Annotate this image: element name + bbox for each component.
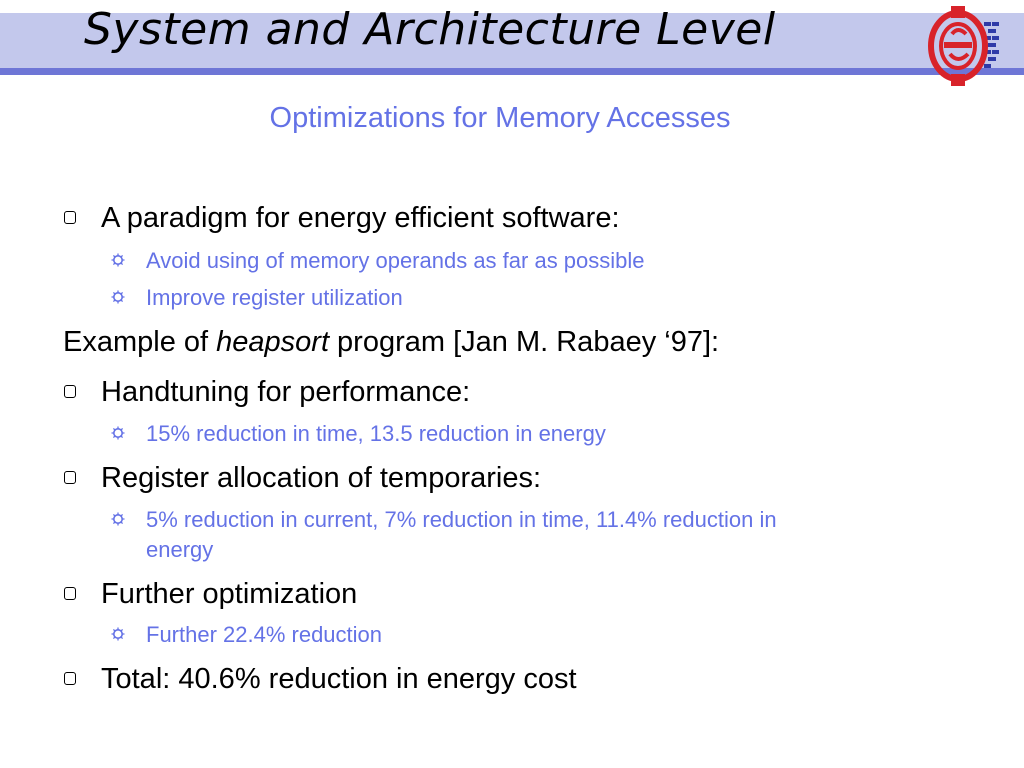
- gear-bullet-icon: [111, 426, 125, 440]
- square-bullet-icon: [64, 587, 76, 600]
- bullet-total: [101, 663, 577, 696]
- bullet-further-optimization: [101, 578, 357, 611]
- example-prefix: Example of: [63, 326, 217, 358]
- sub-bullet-register-utilization: [146, 283, 403, 313]
- gear-bullet-icon: [111, 512, 125, 526]
- bullet-text: Handtuning for performance:: [101, 376, 471, 408]
- sub-bullet-register-allocation-result: [146, 505, 777, 565]
- sub-bullet-text: 15% reduction in time, 13.5 reduction in energy: [146, 421, 606, 446]
- bullet-paradigm: [101, 202, 620, 235]
- sub-bullet-avoid-memory: [146, 246, 645, 276]
- sub-bullet-text: Improve register utilization: [146, 285, 403, 310]
- bullet-handtuning: [101, 376, 470, 409]
- example-suffix: program [Jan M. Rabaey ‘97]:: [329, 326, 720, 358]
- bullet-text: Further optimization: [101, 578, 358, 610]
- square-bullet-icon: [64, 211, 76, 224]
- square-bullet-icon: [64, 385, 76, 398]
- sub-bullet-further-reduction: [146, 620, 382, 650]
- sub-bullet-text-line2: energy: [146, 537, 214, 562]
- gear-bullet-icon: [111, 253, 125, 267]
- bullet-register-allocation: [101, 462, 541, 495]
- square-bullet-icon: [64, 471, 76, 484]
- sub-bullet-text: Avoid using of memory operands as far as possible: [146, 248, 645, 273]
- sub-bullet-text: Further 22.4% reduction: [146, 622, 383, 647]
- sub-bullet-text-line1: 5% reduction in current, 7% reduction in time, 11.4% reduction in: [146, 507, 777, 532]
- bullet-text: Register allocation of temporaries:: [101, 462, 542, 494]
- slide-title: System and Architecture Level: [84, 4, 776, 55]
- example-emphasis: heapsort: [216, 326, 329, 358]
- gear-bullet-icon: [111, 290, 125, 304]
- gear-bullet-icon: [111, 627, 125, 641]
- sub-bullet-handtuning-result: [146, 419, 606, 449]
- slide-subtitle: Optimizations for Memory Accesses: [269, 102, 731, 134]
- bullet-text: Total: 40.6% reduction in energy cost: [101, 663, 577, 695]
- square-bullet-icon: [64, 672, 76, 685]
- example-line: [63, 326, 719, 359]
- bullet-text: A paradigm for energy efficient software:: [101, 202, 620, 234]
